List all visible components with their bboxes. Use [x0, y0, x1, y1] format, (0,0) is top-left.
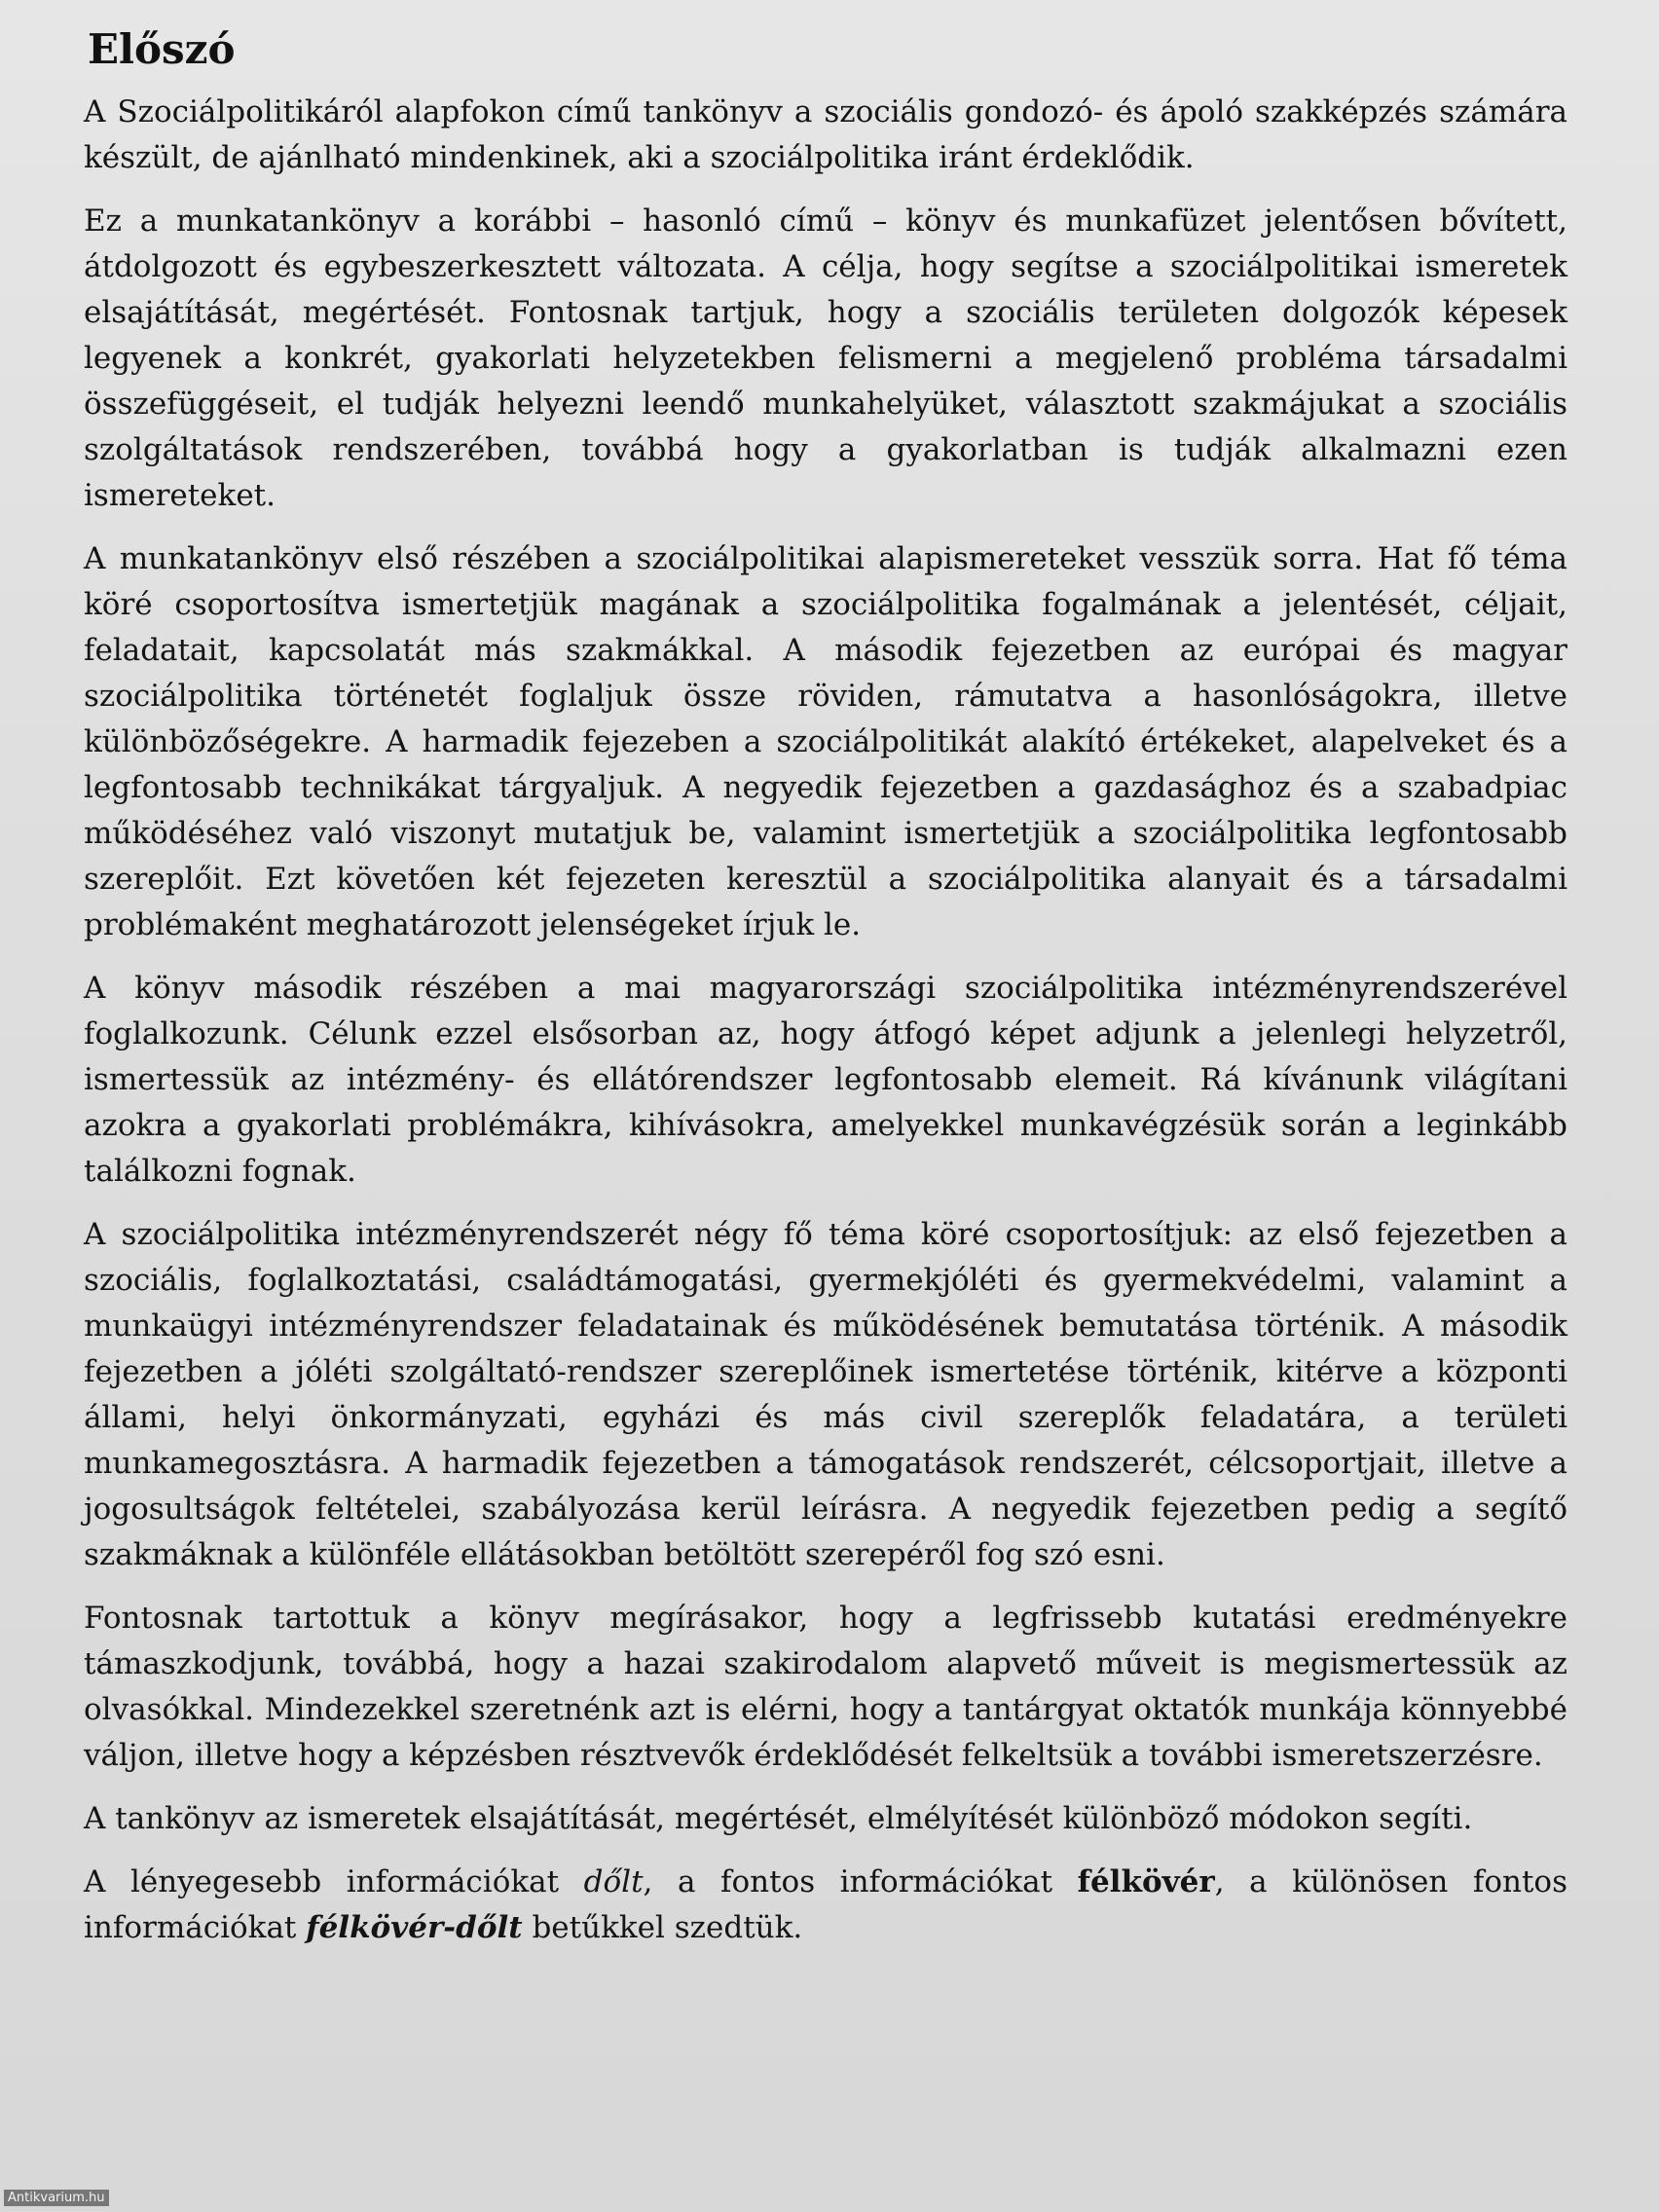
- paragraph-4: A könyv második részében a mai magyarországi szociálpolitika intézményrendszerével foglalkozunk. Célunk ezzel elsősorban az, hogy átfogó képet adjunk a jelenlegi helyzetről, ismertessük az intézmény- és ellátórendszer legfontosabb elemeit. Rá kívánunk világítani azokra a gyakorlati problémákra, kihívásokra, amelyekkel munkavégzésük során a leginkább találkozni fognak.: [84, 971, 1567, 1190]
- bold-example: félkövér: [1077, 1864, 1215, 1900]
- paragraph-8: [84, 1860, 1567, 1951]
- text-segment: A lényegesebb információkat: [84, 1864, 584, 1900]
- paragraph-2: Ez a munkatankönyv a korábbi – hasonló című – könyv és munkafüzet jelentősen bővített, átdolgozott és egybeszerkesztett változata. A célja, hogy segítse a szociálpolitikai ismeretek elsajátítását, megértését. Fontosnak tartjuk, hogy a szociális területen dolgozók képesek legyenek a konkrét, gyakorlati helyzetekben felismerni a megjelenő probléma társadalmi összefüggéseit, el tudják helyezni leendő munkahelyüket, választott szakmájukat a szociális szolgáltatások rendszerében, továbbá hogy a gyakorlatban is tudják alkalmazni ezen ismereteket.: [84, 203, 1567, 514]
- text-segment: betűkkel szedtük.: [522, 1910, 803, 1946]
- page-content: [84, 18, 1567, 1969]
- page-title: Előszó: [88, 25, 236, 73]
- paragraph-5: A szociálpolitika intézményrendszerét négy fő téma köré csoportosítjuk: az első fejezetben a szociális, foglalkoztatási, családtámogatási, gyermekjóléti és gyermekvédelmi, valamint a munkaügyi intézményrendszer feladatainak és működésének bemutatása történik. A második fejezetben a jóléti szolgáltató-rendszer szereplőinek ismertetése történik, kitérve a központi állami, helyi önkormányzati, egyházi és más civil szereplők feladatára, a területi munkamegosztásra. A harmadik fejezetben a támogatások rendszerét, célcsoportjait, illetve a jogosultságok feltételei, szabályozása kerül leírásra. A negyedik fejezetben pedig a segítő szakmáknak a különféle ellátásokban betöltött szerepéről fog szó esni.: [84, 1217, 1567, 1573]
- bold-italic-example: félkövér-dőlt: [306, 1910, 523, 1946]
- watermark: Antikvarium.hu: [4, 2190, 109, 2206]
- paragraph-6: Fontosnak tartottuk a könyv megírásakor, hogy a legfrissebb kutatási eredményekre támaszkodjunk, továbbá, hogy a hazai szakirodalom alapvető műveit is megismertessük az olvasókkal. Mindezekkel szeretnénk azt is elérni, hogy a tantárgyat oktatók munkája könnyebbé váljon, illetve hogy a képzésben résztvevők érdeklődését felkeltsük a további ismeretszerzésre.: [84, 1601, 1567, 1774]
- paragraph-3: A munkatankönyv első részében a szociálpolitikai alapismereteket vesszük sorra. Hat fő téma köré csoportosítva ismertetjük magának a szociálpolitika fogalmának a jelentését, céljait, feladatait, kapcsolatát más szakmákkal. A második fejezetben az európai és magyar szociálpolitika történetét foglaljuk össze röviden, rámutatva a hasonlóságokra, illetve különbözőségekre. A harmadik fejezeben a szociálpolitikát alakító értékeket, alapelveket és a legfontosabb technikákat tárgyaljuk. A negyedik fejezetben a gazdasághoz és a szabadpiac működéséhez való viszonyt mutatjuk be, valamint ismertetjük a szociálpolitika legfontosabb szereplőit. Ezt követően két fejezeten keresztül a szociálpolitika alanyait és a társadalmi problémaként meghatározott jelenségeket írjuk le.: [84, 541, 1567, 943]
- text-segment: , a különösen fontos információkat: [84, 1864, 1567, 1946]
- text-segment: , a fontos információkat: [643, 1864, 1078, 1900]
- paragraph-1: A Szociálpolitikáról alapfokon című tankönyv a szociális gondozó- és ápoló szakképzés számára készült, de ajánlható mindenkinek, aki a szociálpolitika iránt érdeklődik.: [84, 94, 1567, 176]
- italic-example: dőlt: [583, 1864, 644, 1900]
- paragraph-7: A tankönyv az ismeretek elsajátítását, megértését, elmélyítését különböző módokon segíti.: [84, 1801, 1473, 1837]
